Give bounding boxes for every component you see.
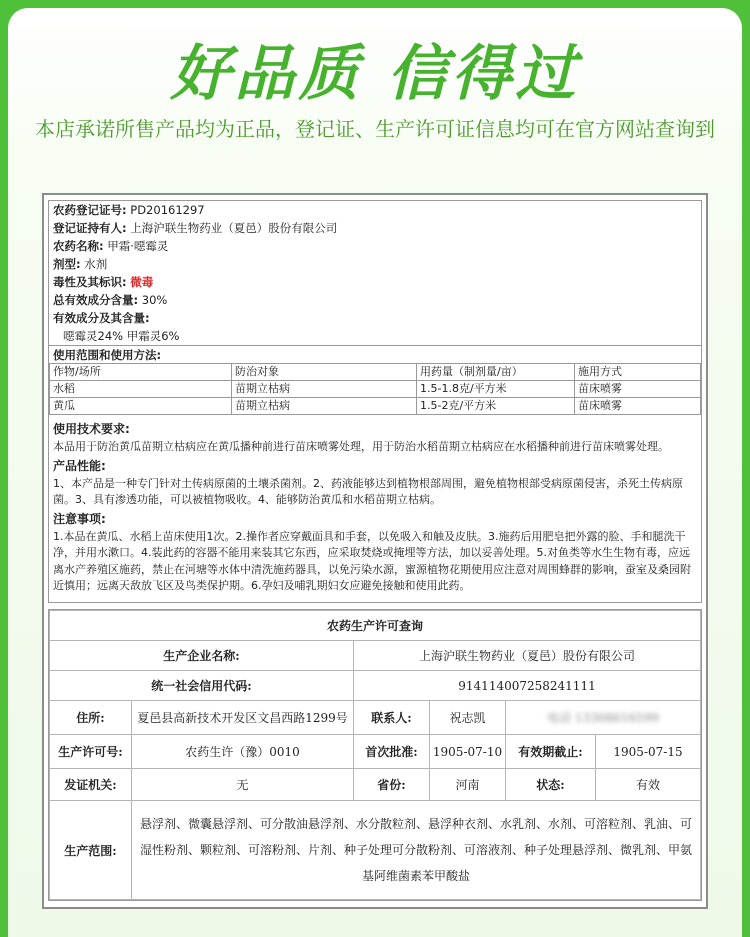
table-row bbox=[50, 801, 701, 900]
scope-value: 悬浮剂、微囊悬浮剂、可分散油悬浮剂、水分散粒剂、悬浮种衣剂、水乳剂、水剂、可溶粒剂、乳油、可湿性粉剂、颗粒剂、可溶粉剂、片剂、种子处理可分散粉剂、可溶液剂、种子处理悬浮剂、微乳剂、甲氨基阿维菌素苯甲酸盐 bbox=[132, 801, 701, 900]
header-cell: 防治对象 bbox=[232, 364, 417, 381]
tech-label: 使用技术要求: bbox=[53, 422, 130, 436]
name-row bbox=[49, 237, 701, 255]
approve-label: 首次批准: bbox=[354, 735, 430, 769]
holder-label: 登记证持有人: bbox=[53, 221, 127, 235]
form-label: 剂型: bbox=[53, 257, 81, 271]
notes-text: 1.本品在黄瓜、水稻上苗床使用1次。2.操作者应穿戴面具和手套，以免吸入和触及皮肤。3.施药后用肥皂把外露的脸、手和腿洗干净，并用水漱口。4.装此药的容器不能用来装其它东西，应采取焚烧或掩埋等方法，加以妥善处理。5.对鱼类等水生生物有毒，应远离水产养殖区施药，禁止在河塘等水体中清洗施药器具，以免污染水源，蜜源植物花期使用应注意对周围蜂群的影响，蚕室及桑园附近慎用；远离天敌放飞区及鸟类保护期。6.孕妇及哺乳期妇女应避免接触和使用此药。 bbox=[53, 529, 691, 592]
certificate-frame bbox=[42, 193, 708, 909]
province-label: 省份: bbox=[354, 769, 430, 801]
company-label: 生产企业名称: bbox=[50, 641, 354, 671]
registration-panel bbox=[48, 200, 702, 603]
toxicity-value: 微毒 bbox=[130, 275, 154, 289]
address-value: 夏邑县高新技术开发区文昌西路1299号 bbox=[132, 701, 354, 735]
scope-label: 生产范围: bbox=[50, 801, 132, 900]
table-row bbox=[50, 701, 701, 735]
table-row bbox=[50, 769, 701, 801]
license-title: 农药生产许可查询 bbox=[50, 611, 701, 641]
header-cell: 作物/场所 bbox=[50, 364, 232, 381]
table-row bbox=[50, 611, 701, 641]
tech-text: 本品用于防治黄瓜苗期立枯病应在黄瓜播种前进行苗床喷雾处理，用于防治水稻苗期立枯病应在水稻播种前进行苗床喷雾处理。 bbox=[53, 440, 669, 453]
ingredients-label: 有效成分及其含量: bbox=[53, 311, 150, 325]
table-cell: 1.5-2克/平方米 bbox=[417, 398, 575, 415]
table-cell: 苗期立枯病 bbox=[232, 381, 417, 398]
permit-label: 生产许可号: bbox=[50, 735, 132, 769]
holder-row bbox=[49, 219, 701, 237]
table-cell: 苗床喷雾 bbox=[575, 398, 701, 415]
total-row bbox=[49, 291, 701, 309]
status-label: 状态: bbox=[506, 769, 596, 801]
license-panel bbox=[48, 609, 702, 901]
header-cell: 用药量（制剂量/亩） bbox=[417, 364, 575, 381]
ingredients-label-row bbox=[49, 309, 701, 327]
table-cell: 苗期立枯病 bbox=[232, 398, 417, 415]
usage-label bbox=[49, 345, 701, 363]
perf-text: 1、本产品是一种专门针对土传病原菌的土壤杀菌剂。2、药液能够达到植物根部周围，避免植物根部受病原菌侵害，杀死土传病原菌。3、具有渗透功能，可以被植物吸收。4、能够防治黄瓜和水稻苗期立枯病。 bbox=[53, 476, 683, 506]
table-cell: 水稻 bbox=[50, 381, 232, 398]
ingredients-value: 噁霉灵24% 甲霜灵6% bbox=[63, 329, 180, 343]
contact-value: 祝志凯 bbox=[430, 701, 506, 735]
holder-value: 上海沪联生物药业（夏邑）股份有限公司 bbox=[130, 221, 338, 235]
status-value: 有效 bbox=[596, 769, 701, 801]
table-row bbox=[50, 671, 701, 701]
approve-value: 1905-07-10 bbox=[430, 735, 506, 769]
total-label: 总有效成分含量: bbox=[53, 293, 139, 307]
usage-label-text: 使用范围和使用方法: bbox=[53, 348, 162, 362]
phone-label: 电话 bbox=[547, 711, 572, 725]
table-header-row bbox=[50, 364, 701, 381]
phone-cell bbox=[506, 701, 701, 735]
phone-value: 13308616599 bbox=[574, 711, 659, 725]
header-cell: 施用方式 bbox=[575, 364, 701, 381]
company-value: 上海沪联生物药业（夏邑）股份有限公司 bbox=[354, 641, 701, 671]
name-label: 农药名称: bbox=[53, 239, 104, 253]
contact-label: 联系人: bbox=[354, 701, 430, 735]
toxicity-label: 毒性及其标识: bbox=[53, 275, 127, 289]
license-table bbox=[49, 610, 701, 900]
form-row bbox=[49, 255, 701, 273]
credit-label: 统一社会信用代码: bbox=[50, 671, 354, 701]
credit-value: 91411400725824111​1 bbox=[354, 671, 701, 701]
issuer-label: 发证机关: bbox=[50, 769, 132, 801]
headline: 好品质 信得过 bbox=[170, 39, 580, 109]
form-value: 水剂 bbox=[84, 257, 108, 271]
table-cell: 1.5-1.8克/平方米 bbox=[417, 381, 575, 398]
name-value: 甲霜·噁霉灵 bbox=[107, 239, 169, 253]
perf-label: 产品性能: bbox=[53, 458, 106, 473]
expire-value: 1905-07-15 bbox=[596, 735, 701, 769]
notes-label: 注意事项: bbox=[53, 511, 106, 526]
address-label: 住所: bbox=[50, 701, 132, 735]
issuer-value: 无 bbox=[132, 769, 354, 801]
permit-value: 农药生许（豫）0010 bbox=[132, 735, 354, 769]
total-value: 30% bbox=[141, 293, 168, 307]
table-row bbox=[50, 398, 701, 415]
table-cell: 苗床喷雾 bbox=[575, 381, 701, 398]
reg-no-value: PD20161297 bbox=[130, 203, 205, 217]
table-cell: 黄瓜 bbox=[50, 398, 232, 415]
province-value: 河南 bbox=[430, 769, 506, 801]
table-row bbox=[50, 641, 701, 671]
expire-label: 有效期截止: bbox=[506, 735, 596, 769]
promise-text: 本店承诺所售产品均为正品，登记证、生产许可证信息均可在官方网站查询到 bbox=[35, 117, 715, 141]
reg-no-label: 农药登记证号: bbox=[53, 203, 127, 217]
toxicity-row bbox=[49, 273, 701, 291]
reg-no-row bbox=[49, 201, 701, 219]
table-row bbox=[50, 381, 701, 398]
usage-table bbox=[49, 363, 701, 415]
table-row bbox=[50, 735, 701, 769]
